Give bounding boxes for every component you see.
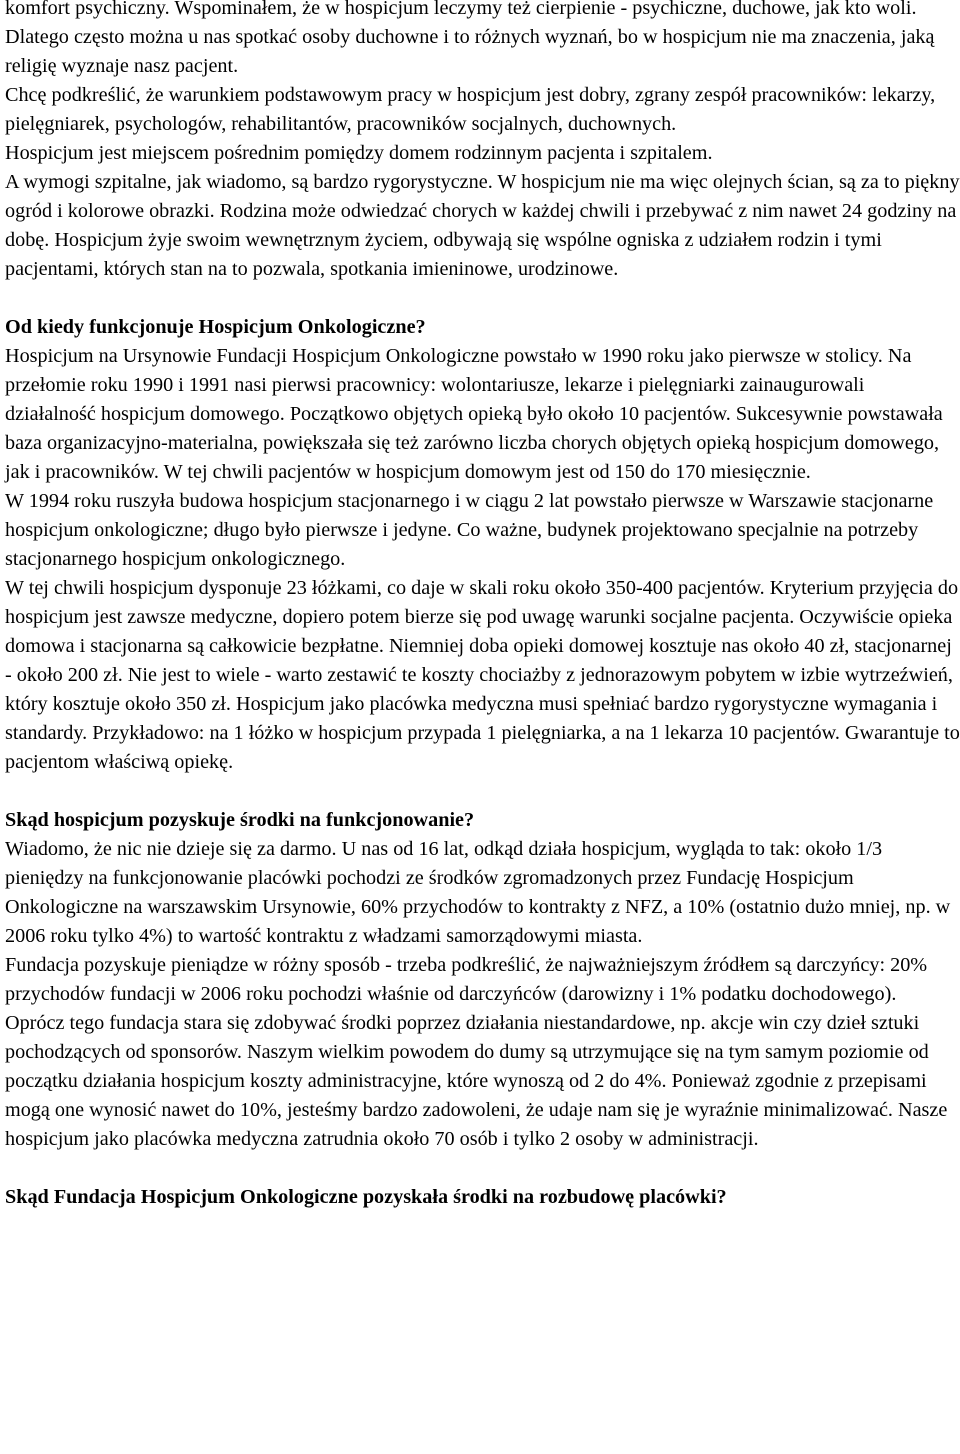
paragraph: Fundacja pozyskuje pieniądze w różny sposób - trzeba podkreślić, że najważniejszym źródłem są darczyńcy: 20% przychodów fundacji w 2006 roku pochodzi właśnie od darczyńców (darowizny i 1% podatku dochodowego). Oprócz tego fundacja stara się zdobywać środki poprzez działania niestandardowe, np. akcje win czy dzieł sztuki pochodzących od sponsorów. Naszym wielkim powodem do dumy są utrzymujące się na tym samym poziomie od początku działania hospicjum koszty administracyjne, które wynoszą od 2 do 4%. Ponieważ zgodnie z przepisami mogą one wynosić nawet do 10%, jesteśmy bardzo zadowoleni, że udaje nam się je wyraźnie minimalizować. Nasze hospicjum jako placówka medyczna zatrudnia około 70 osób i tylko 2 osoby w administracji. — [5, 954, 948, 1150]
paragraph: Wiadomo, że nic nie dzieje się za darmo. U nas od 16 lat, odkąd działa hospicjum, wygląda to tak: około 1/3 pieniędzy na funkcjonowanie placówki pochodzi ze środków zgromadzonych przez Fundację Hospicjum Onkologiczne na warszawskim Ursynowie, 60% przychodów to kontrakty z NFZ, a 10% (ostatnio dużo mniej, np. w 2006 roku tylko 4%) to wartość kontraktu z władzami samorządowymi miasta. — [5, 838, 951, 947]
paragraph: W tej chwili hospicjum dysponuje 23 łóżkami, co daje w skali roku około 350-400 pacjentów. Kryterium przyjęcia do hospicjum jest zawsze medyczne, dopiero potem bierze się pod uwagę warunki socjalne pacjenta. Oczywiście opieka domowa i stacjonarna są całkowicie bezpłatne. Niemniej doba opieki domowej kosztuje nas około 40 zł, stacjonarnej - około 200 zł. Nie jest to wiele - warto zestawić te koszty chociażby z jednorazowym pobytem w izbie wytrzeźwień, który kosztuje około 350 zł. Hospicjum jako placówka medyczna musi spełniać bardzo rygorystyczne wymagania i standardy. Przykładowo: na 1 łóżko w hospicjum przypada 1 pielęgniarka, a na 1 lekarza 10 pacjentów. Gwarantuje to pacjentom właściwą opiekę. — [5, 577, 960, 773]
paragraph: komfort psychiczny. Wspominałem, że w hospicjum leczymy też cierpienie - psychiczne, duchowe, jak kto woli. Dlatego często można u nas spotkać osoby duchowne i to różnych wyznań, bo w hospicjum nie ma znaczenia, jaką religię wyznaje nasz pacjent. — [5, 0, 935, 77]
section-heading: Od kiedy funkcjonuje Hospicjum Onkologiczne? — [5, 316, 426, 338]
paragraph: Chcę podkreślić, że warunkiem podstawowym pracy w hospicjum jest dobry, zgrany zespół pracowników: lekarzy, pielęgniarek, psychologów, rehabilitantów, pracowników socjalnych, duchownych. — [5, 84, 936, 135]
spacer — [5, 284, 960, 313]
paragraph: W 1994 roku ruszyła budowa hospicjum stacjonarnego i w ciągu 2 lat powstało pierwsze w Warszawie stacjonarne hospicjum onkologiczne; długo było pierwsze i jedyne. Co ważne, budynek projektowano specjalnie na potrzeby stacjonarnego hospicjum onkologicznego. — [5, 490, 934, 570]
section-heading: Skąd hospicjum pozyskuje środki na funkcjonowanie? — [5, 809, 475, 831]
paragraph: Hospicjum jest miejscem pośrednim pomiędzy domem rodzinnym pacjenta i szpitalem. — [5, 142, 713, 164]
document-page — [5, 0, 960, 1212]
spacer — [5, 777, 960, 806]
paragraph: Hospicjum na Ursynowie Fundacji Hospicjum Onkologiczne powstało w 1990 roku jako pierwsze w stolicy. Na przełomie roku 1990 i 1991 nasi pierwsi pracownicy: wolontariusze, lekarze i pielęgniarki zainaugurowali działalność hospicjum domowego. Początkowo objętych opieką było około 10 pacjentów. Sukcesywnie powstawała baza organizacyjno-materialna, powiększała się też zarówno liczba chorych objętych opieką hospicjum domowego, jak i pracowników. W tej chwili pacjentów w hospicjum domowym jest od 150 do 170 miesięcznie. — [5, 345, 943, 483]
spacer — [5, 1154, 960, 1183]
section-heading: Skąd Fundacja Hospicjum Onkologiczne pozyskała środki na rozbudowę placówki? — [5, 1186, 727, 1208]
paragraph: A wymogi szpitalne, jak wiadomo, są bardzo rygorystyczne. W hospicjum nie ma więc olejnych ścian, są za to piękny ogród i kolorowe obrazki. Rodzina może odwiedzać chorych w każdej chwili i przebywać z nim nawet 24 godziny na dobę. Hospicjum żyje swoim wewnętrznym życiem, odbywają się wspólne ogniska z udziałem rodzin i tymi pacjentami, których stan na to pozwala, spotkania imieninowe, urodzinowe. — [5, 171, 960, 280]
